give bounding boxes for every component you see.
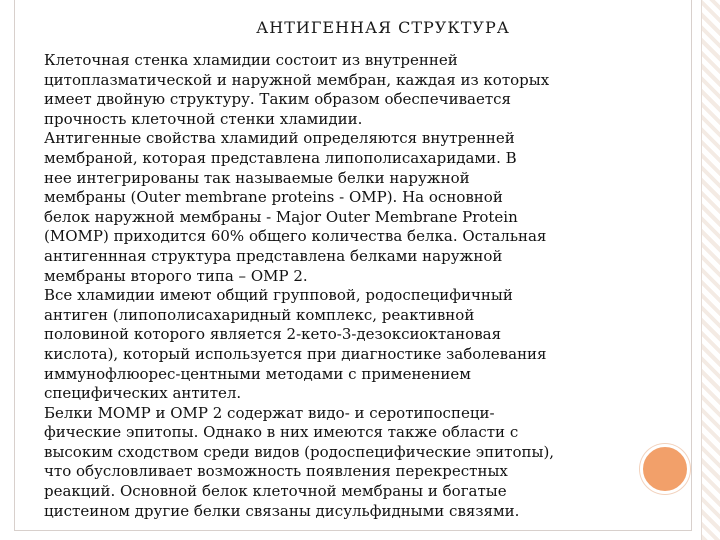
body-line: мембраной, которая представлена липополисахаридами. В <box>44 148 517 167</box>
body-line: Клеточная стенка хламидии состоит из внутренней <box>44 51 458 69</box>
body-line: имеет двойную структуру. Таким образом обеспечивается <box>44 90 511 109</box>
body-line: что обусловливает возможность появления перекрестных <box>44 462 508 481</box>
body-line: мембраны второго типа – OMP 2. <box>44 266 308 285</box>
decorative-side-strip <box>701 0 720 540</box>
body-line: антиген (липополисахаридный комплекс, реактивной <box>44 305 475 324</box>
slide-title: АНТИГЕННАЯ СТРУКТУРА <box>256 18 510 37</box>
body-line: кислота), который используется при диагностике заболевания <box>44 344 547 363</box>
body-line: реакций. Основной белок клеточной мембраны и богатые <box>44 482 507 501</box>
body-line: Все хламидии имеют общий групповой, родоспецифичный <box>44 286 513 305</box>
decorative-orange-circle <box>640 444 690 494</box>
body-line: фические эпитопы. Однако в них имеются также области с <box>44 423 519 442</box>
body-line: антигеннная структура представлена белками наружной <box>44 246 503 265</box>
body-line: белок наружной мембраны - Major Outer Membrane Protein <box>44 207 518 226</box>
body-line: (MOMP) приходится 60% общего количества белка. Остальная <box>44 227 547 246</box>
slide-body-text <box>44 51 662 521</box>
body-line: Белки MOMP и OMP 2 содержат видо- и серотипоспеци- <box>44 403 495 422</box>
body-line: Антигенные свойства хламидий определяются внутренней <box>44 129 515 148</box>
body-line: мембраны (Outer membrane proteins - OMP). На основной <box>44 188 503 207</box>
body-line: цитоплазматической и наружной мембран, каждая из которых <box>44 70 550 89</box>
body-line: иммунофлюорес-центными методами с применением <box>44 364 471 383</box>
body-line: высоким сходством среди видов (родоспецифические эпитопы), <box>44 442 555 461</box>
body-line: нее интегрированы так называемые белки наружной <box>44 168 470 187</box>
body-line: прочность клеточной стенки хламидии. <box>44 109 363 128</box>
body-line: половиной которого является 2-кето-3-дезоксиоктановая <box>44 325 502 344</box>
body-line: специфических антител. <box>44 384 242 403</box>
body-line: цистеином другие белки связаны дисульфидными связями. <box>44 501 520 520</box>
